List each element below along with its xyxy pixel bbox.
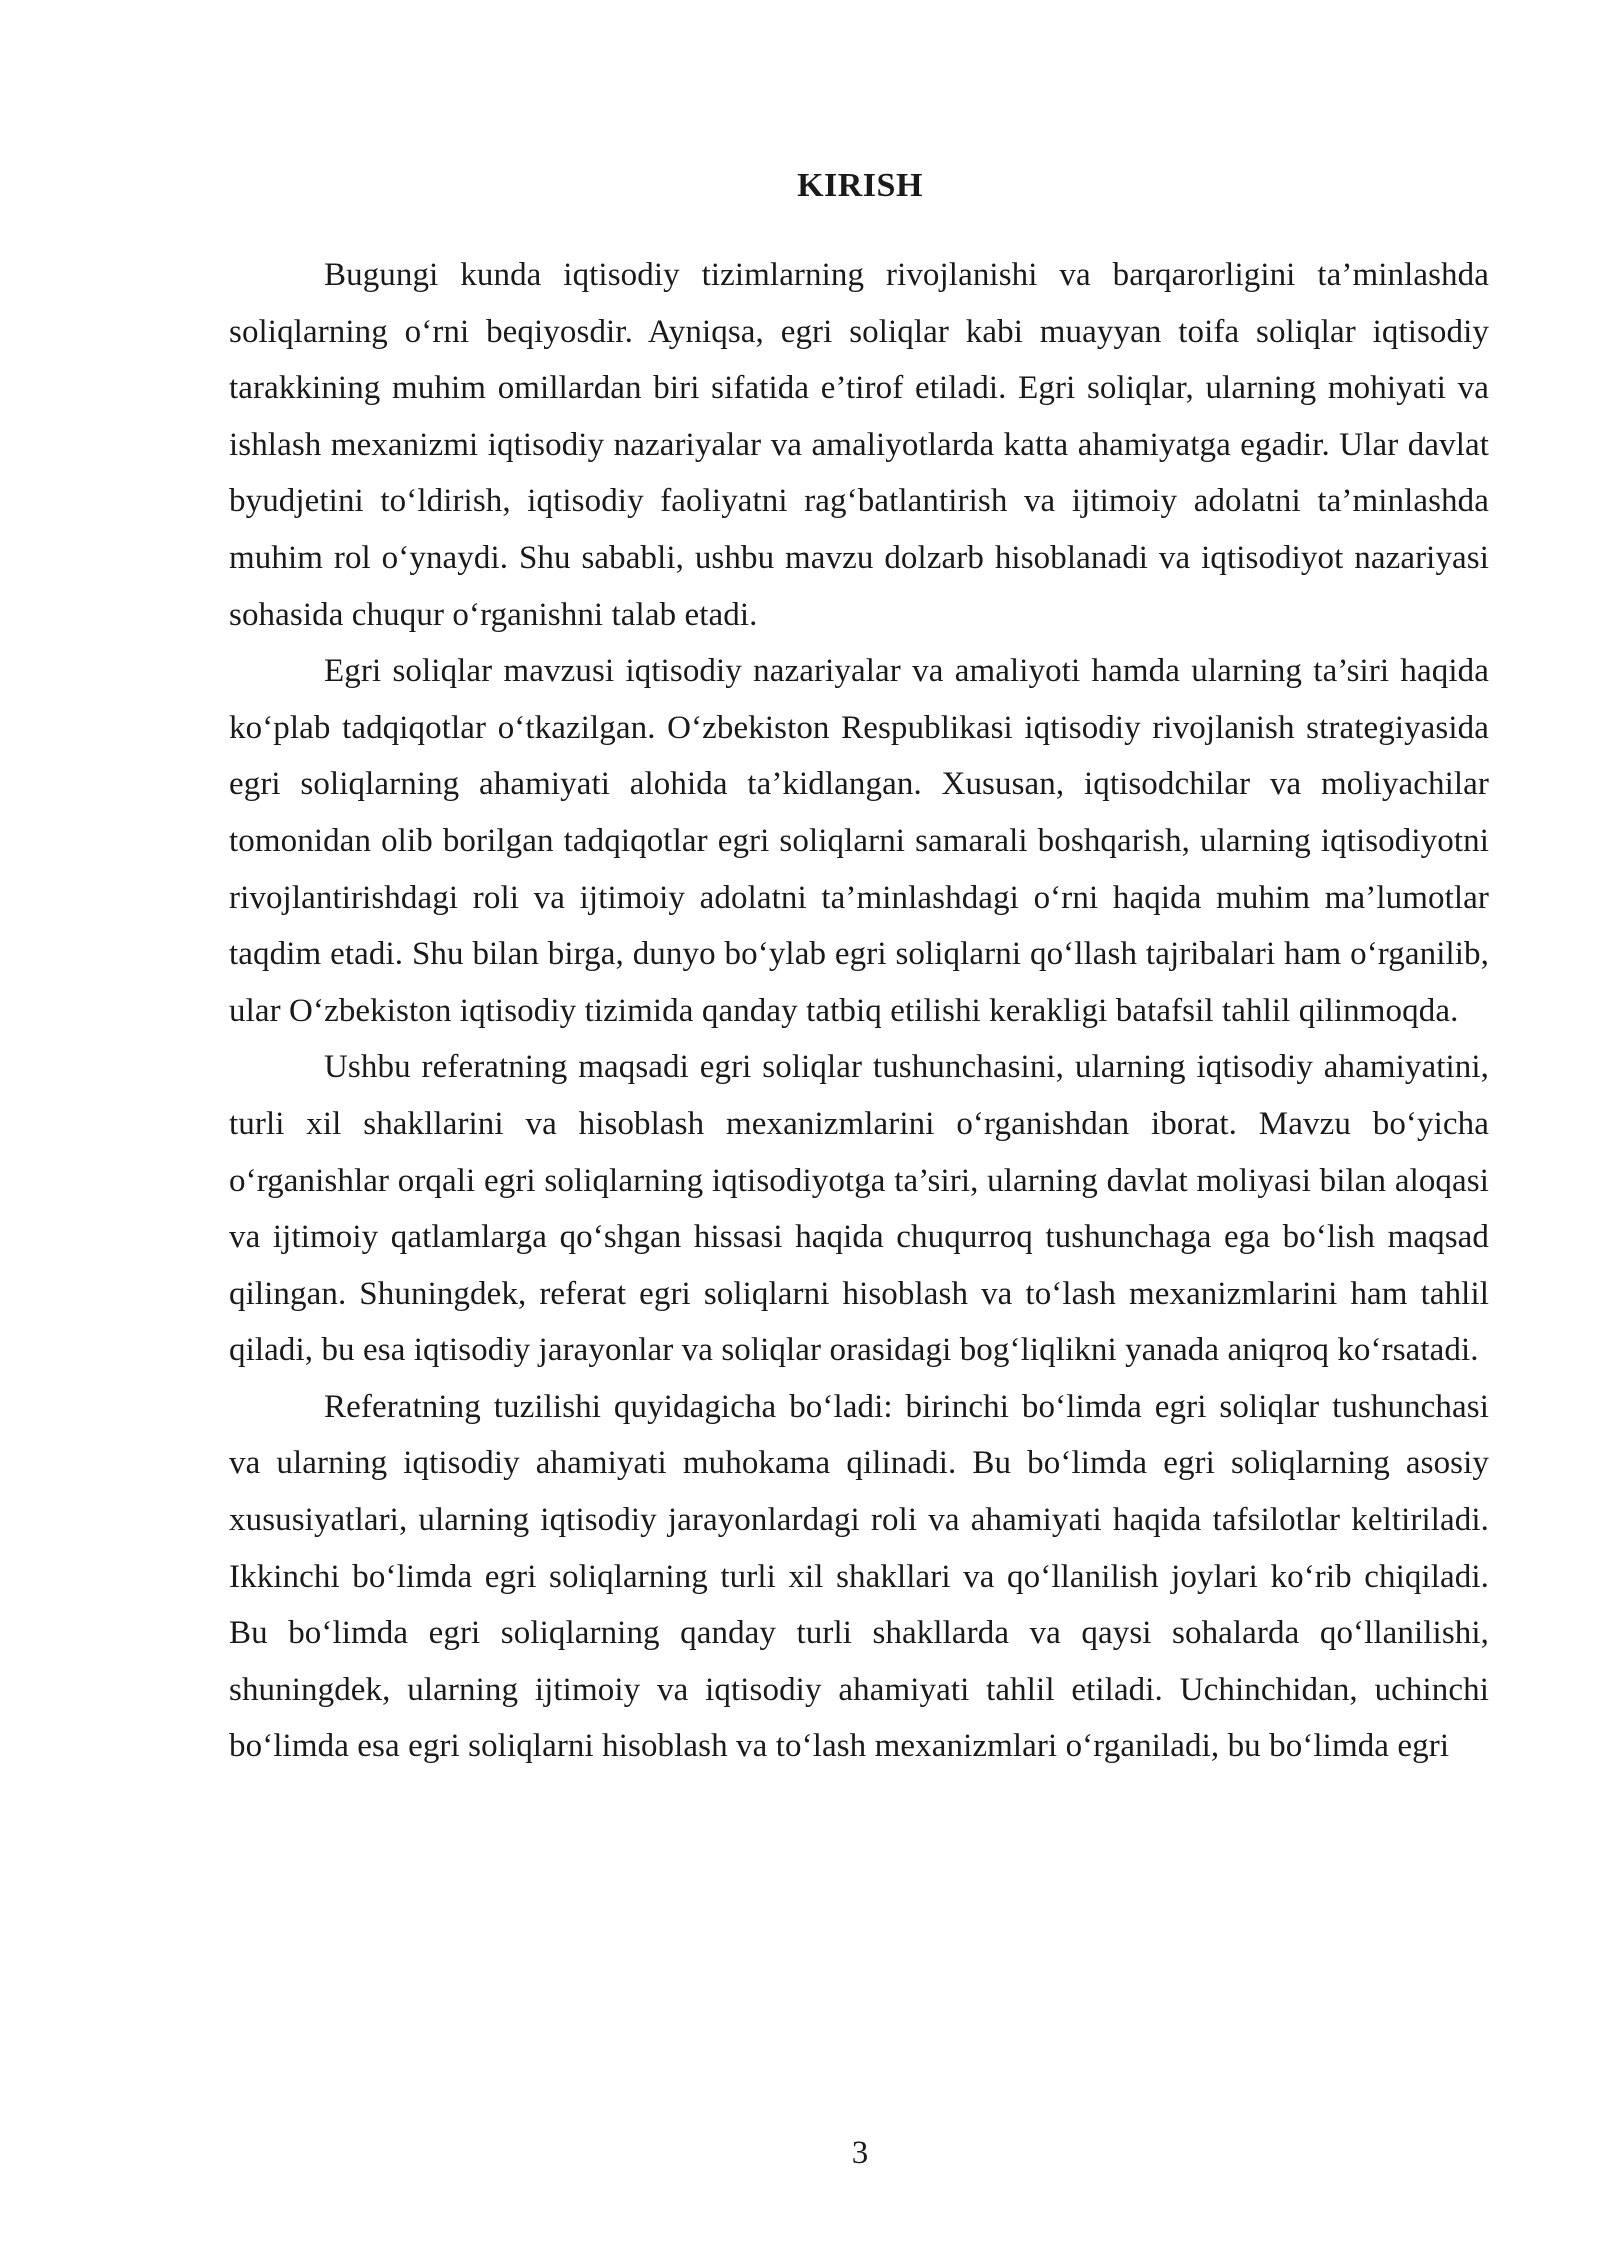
paragraph-4: Referatning tuzilishi quyidagicha bo‘ladi: birinchi bo‘limda egri soliqlar tushunchasi va ularning iqtisodiy ahamiyati muhokama qilinadi. Bu bo‘limda egri soliqlarning asosiy xususiyatlari, ularning iqtisodiy jarayonlardagi roli va ahamiyati haqida tafsilotlar keltiriladi. Ikkinchi bo‘limda egri soliqlarning turli xil shakllari va qo‘llanilish joylari ko‘rib chiqiladi. Bu bo‘limda egri soliqlarning qanday turli shakllarda va qaysi sohalarda qo‘llanilishi, shuningdek, ularning ijtimoiy va iqtisodiy ahamiyati tahlil etiladi. Uchinchidan, uchinchi bo‘limda esa egri soliqlarni hisoblash va to‘lash mexanizmlari o‘rganiladi, bu bo‘limda egri xyxy=(229,1388,1489,1765)
page-title: KIRISH xyxy=(797,167,923,204)
page-number: 3 xyxy=(851,2135,869,2171)
paragraph-3: Ushbu referatning maqsadi egri soliqlar tushunchasini, ularning iqtisodiy ahamiyatini, turli xil shakllarini va hisoblash mexanizmlarini o‘rganishdan iborat. Mavzu bo‘yicha o‘rganishlar orqali egri soliqlarning iqtisodiyotga ta’siri, ularning davlat moliyasi bilan aloqasi va ijtimoiy qatlamlarga qo‘shgan hissasi haqida chuqurroq tushunchaga ega bo‘lish maqsad qilingan. Shuningdek, referat egri soliqlarni hisoblash va to‘lash mexanizmlarini ham tahlil qiladi, bu esa iqtisodiy jarayonlar va soliqlar orasidagi bog‘liqlikni yanada aniqroq ko‘rsatadi. xyxy=(229,1049,1489,1369)
paragraph-2: Egri soliqlar mavzusi iqtisodiy nazariyalar va amaliyoti hamda ularning ta’siri haqida ko‘plab tadqiqotlar o‘tkazilgan. O‘zbekiston Respublikasi iqtisodiy rivojlanish strategiyasida egri soliqlarning ahamiyati alohida ta’kidlangan. Xususan, iqtisodchilar va moliyachilar tomonidan olib borilgan tadqiqotlar egri soliqlarni samarali boshqarish, ularning iqtisodiyotni rivojlantirishdagi roli va ijtimoiy adolatni ta’minlashdagi o‘rni haqida muhim ma’lumotlar taqdim etadi. Shu bilan birga, dunyo bo‘ylab egri soliqlarni qo‘llash tajribalari ham o‘rganilib, ular O‘zbekiston iqtisodiy tizimida qanday tatbiq etilishi kerakligi batafsil tahlil qilinmoqda. xyxy=(229,653,1489,1029)
document-body xyxy=(229,247,1489,1775)
paragraph-1: Bugungi kunda iqtisodiy tizimlarning rivojlanishi va barqarorligini ta’minlashda soliqlarning o‘rni beqiyosdir. Ayniqsa, egri soliqlar kabi muayyan toifa soliqlar iqtisodiy tarakkining muhim omillardan biri sifatida e’tirof etiladi. Egri soliqlar, ularning mohiyati va ishlash mexanizmi iqtisodiy nazariyalar va amaliyotlarda katta ahamiyatga egadir. Ular davlat byudjetini to‘ldirish, iqtisodiy faoliyatni rag‘batlantirish va ijtimoiy adolatni ta’minlashda muhim rol o‘ynaydi. Shu sababli, ushbu mavzu dolzarb hisoblanadi va iqtisodiyot nazariyasi sohasida chuqur o‘rganishni talab etadi. xyxy=(229,257,1489,633)
